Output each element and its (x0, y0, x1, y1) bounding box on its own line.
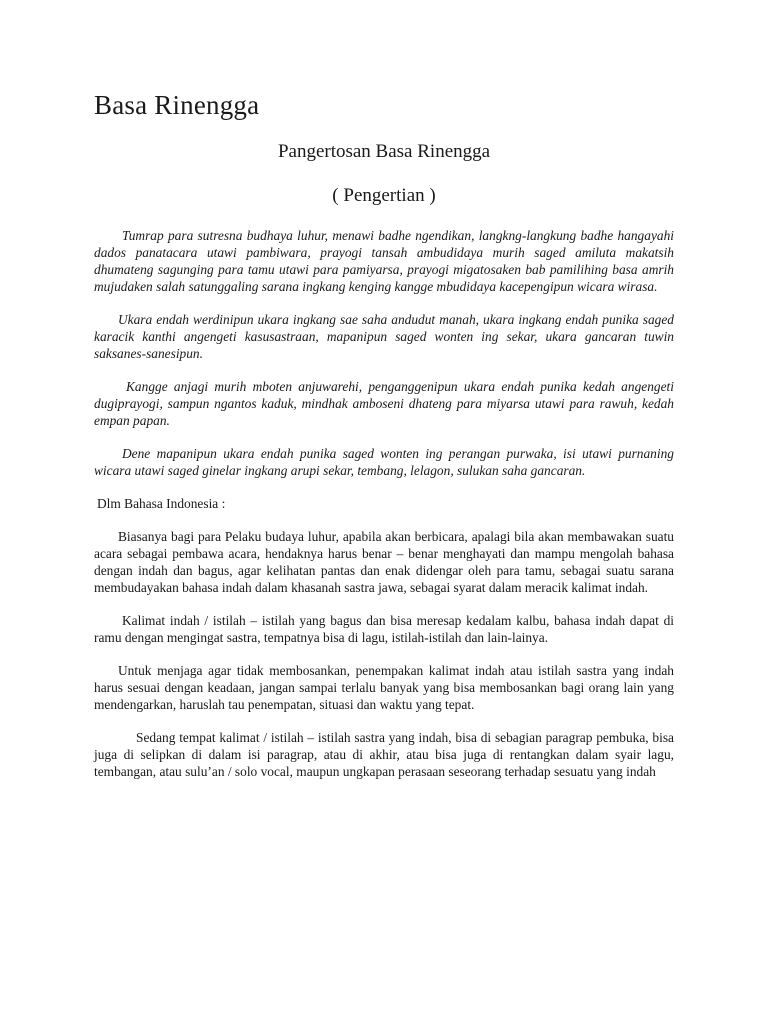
indonesian-section-label: Dlm Bahasa Indonesia : (97, 496, 226, 511)
javanese-paragraph: Ukara endah werdinipun ukara ingkang sae saha andudut manah, ukara ingkang endah punika saged karacik kanthi angengeti kasusastraan, mapanipun saged wonten ing sekar, ukara gancaran tuwin saksanes-sanesipun. (94, 312, 674, 361)
javanese-section (94, 227, 674, 479)
indonesian-paragraph: Kalimat indah / istilah – istilah yang bagus dan bisa meresap kedalam kalbu, bahasa indah dapat di ramu dengan mengingat sastra, tempatnya bisa di lagu, istilah-istilah dan lain-lainya. (94, 613, 674, 645)
javanese-paragraph: Dene mapanipun ukara endah punika saged wonten ing perangan purwaka, isi utawi purnaning wicara utawi saged ginelar ingkang arupi sekar, tembang, lelagon, sulukan saha gancaran. (94, 446, 674, 478)
indonesian-section (94, 528, 674, 780)
document-subtitle: Pangertosan Basa Rinengga (277, 141, 491, 162)
indonesian-paragraph: Sedang tempat kalimat / istilah – istilah sastra yang indah, bisa di sebagian paragrap pembuka, bisa juga di selipkan di dalam isi paragrap, atau di akhir, atau bisa juga di rentangkan dalam syair lagu, tembangan, atau sulu’an / solo vocal, maupun ungkapan perasaan seseorang terhadap sesuatu yang indah (94, 730, 674, 779)
javanese-paragraph: Tumrap para sutresna budhaya luhur, menawi badhe ngendikan, langkng-langkung badhe hangayahi dados panatacara utawi pambiwara, prayogi tansah ambudidaya murih saged amiluta makatsih dhumateng sagunging para tamu utawi para pamiyarsa, prayogi migatosaken bab pamilihing basa amrih mujudaken salah satunggaling sarana ingkang kenging kangge mbudidaya kacepengipun wicara wirasa. (94, 228, 674, 294)
indonesian-paragraph: Biasanya bagi para Pelaku budaya luhur, apabila akan berbicara, apalagi bila akan membawakan suatu acara sebagai pembawa acara, hendaknya harus benar – benar menghayati dan mampu mengolah bahasa dengan indah dan bagus, agar kelihatan pantas dan enak didengar oleh para tamu, sebagai suatu sarana membudayakan bahasa indah dalam khasanah sastra jawa, sebagai syarat dalam meracik kalimat indah. (94, 529, 674, 595)
javanese-paragraph: Kangge anjagi murih mboten anjuwarehi, penganggenipun ukara endah punika kedah angengeti dugiprayogi, sampun ngantos kaduk, mindhak amboseni dhateng para miyarsa utawi para rawuh, kedah empan papan. (94, 379, 674, 428)
document-subtitle-pengertian: ( Pengertian ) (332, 185, 436, 206)
document-title: Basa Rinengga (94, 90, 260, 120)
indonesian-paragraph: Untuk menjaga agar tidak membosankan, penempakan kalimat indah atau istilah sastra yang indah harus sesuai dengan keadaan, jangan sampai terlalu banyak yang bisa membosankan bagi orang lain yang mendengarkan, haruslah tau penempatan, situasi dan waktu yang tepat. (94, 663, 674, 712)
